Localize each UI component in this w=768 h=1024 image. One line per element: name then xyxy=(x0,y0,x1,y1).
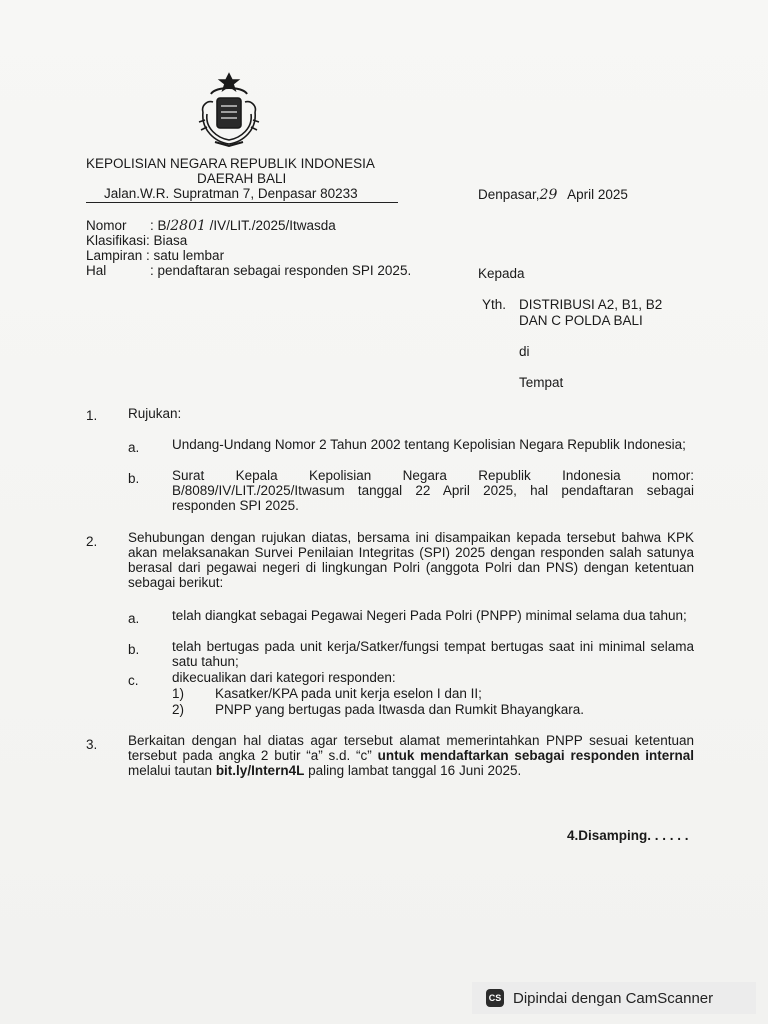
continuation-note: 4.Disamping. . . . . . xyxy=(567,828,689,843)
section1-item-b-letter: b. xyxy=(128,471,140,486)
signup-link-text: bit.ly/Intern4L xyxy=(215,763,305,778)
region-name: DAERAH BALI xyxy=(197,171,287,186)
subitem-2-text: PNPP yang bertugas pada Itwasda dan Rumkit Bhayangkara. xyxy=(215,702,584,717)
section1-item-b: Surat Kepala Kepolisian Negara Republik Indonesia nomor: B/8089/IV/LIT./2025/Itwasum tanggal 22 April 2025, hal pendaftaran sebagai responden SPI 2025. xyxy=(172,468,694,513)
section2-body: Sehubungan dengan rujukan diatas, bersama ini disampaikan kepada tersebut bahwa KPK akan melaksanakan Survei Penilaian Integritas (SPI) 2025 dengan responden salah satunya berasal dari pegawai negeri di lingkungan Polri (anggota Polri dan PNS) dengan ketentuan sebagai berikut: xyxy=(128,530,694,590)
di-label: di xyxy=(519,344,530,359)
section2-item-b-letter: b. xyxy=(128,642,140,657)
handwritten-day: 29 xyxy=(539,187,558,203)
letterhead xyxy=(86,156,398,203)
section1-item-a: Undang-Undang Nomor 2 Tahun 2002 tentang Kepolisian Negara Republik Indonesia; xyxy=(172,437,686,452)
section2-item-a: telah diangkat sebagai Pegawai Negeri Pada Polri (PNPP) minimal selama dua tahun; xyxy=(172,608,687,623)
recipient-line2: DAN C POLDA BALI xyxy=(519,313,643,328)
section3-number: 3. xyxy=(86,737,98,752)
section3-body: Berkaitan dengan hal diatas agar tersebut alamat memerintahkan PNPP sesuai ketentuan tersebut pada angka 2 butir “a” s.d. “c” untuk mendaftarkan sebagai responden internal melalui tautan bit.ly/Intern4L paling lambat tanggal 16 Juni 2025. xyxy=(128,733,694,778)
tempat-label: Tempat xyxy=(519,375,564,390)
section2-item-a-letter: a. xyxy=(128,611,140,626)
subitem-1-number: 1) xyxy=(172,686,185,701)
yth-label: Yth. xyxy=(482,297,507,312)
section2-number: 2. xyxy=(86,534,98,549)
letter-date: Denpasar,29 April 2025 xyxy=(478,187,628,203)
recipient-line1: DISTRIBUSI A2, B1, B2 xyxy=(519,297,663,312)
police-crest-logo xyxy=(193,72,265,148)
section1-number: 1. xyxy=(86,408,98,423)
address: Jalan.W.R. Supratman 7, Denpasar 80233 xyxy=(86,186,398,203)
handwritten-number: 2801 xyxy=(170,218,206,234)
camscanner-text: Dipindai dengan CamScanner xyxy=(513,989,714,1007)
camscanner-logo-icon: CS xyxy=(486,989,504,1007)
section2-item-c: dikecualikan dari kategori responden: xyxy=(172,670,396,685)
subitem-2-number: 2) xyxy=(172,702,185,717)
section1-title: Rujukan: xyxy=(128,406,182,421)
subitem-1-text: Kasatker/KPA pada unit kerja eselon I dan II; xyxy=(215,686,482,701)
kepada-label: Kepada xyxy=(478,266,525,281)
section1-item-a-letter: a. xyxy=(128,440,140,455)
section2-item-c-letter: c. xyxy=(128,673,139,688)
institution-name: KEPOLISIAN NEGARA REPUBLIK INDONESIA xyxy=(86,156,375,171)
camscanner-watermark xyxy=(472,982,756,1014)
section2-item-b: telah bertugas pada unit kerja/Satker/fungsi tempat bertugas saat ini minimal selama satu tahun; xyxy=(172,639,694,669)
document-page: KEPOLISIAN NEGARA REPUBLIK INDONESIA DAERAH BALI Jalan.W.R. Supratman 7, Denpasar 80233 Denpasar,29 April 2025 Nomor : B/2801 /IV/LIT./2025/Itwasda Klasifikasi: Biasa Lampiran : satu lembar Hal : pendaftaran sebagai responden SPI 2025. Kepada Yth. DISTRIBUSI A2, B1, B2 DAN C POLDA BALI di Tempat 1. Rujukan: a. Undang-Undang Nomor 2 Tahun 2002 tentang Kepolisian Negara Republik Indonesia; b. Surat Kepala Kepolisian Negara Republik Indonesia nomor: B/8089/IV/LIT./2025/Itwasum tanggal 22 April 2025, hal pendaftaran sebagai responden SPI 2025. 2. Sehubungan dengan rujukan diatas, bersama ini disampaikan kepada tersebut bahwa KPK akan melaksanakan Survei Penilaian Integritas (SPI) 2025 dengan responden salah satunya berasal dari pegawai negeri di lingkungan Polri (anggota Polri dan PNS) dengan ketentuan sebagai berikut: a. telah diangkat sebagai Pegawai Negeri Pada Polri (PNPP) minimal selama dua tahun; b. telah bertugas pada unit kerja/Satker/fungsi tempat bertugas saat ini minimal selama satu tahun; c. dikecualikan dari kategori responden: 1) Kasatker/KPA pada unit kerja eselon I dan II; 2) PNPP yang bertugas pada Itwasda dan Rumkit Bhayangkara. 3. Berkaitan dengan hal diatas agar tersebut alamat memerintahkan PNPP sesuai ketentuan tersebut pada angka 2 butir “a” s.d. “c” untuk mendaftarkan sebagai responden internal melalui tautan bit.ly/Intern4L paling lambat tanggal 16 Juni 2025. 4.Disamping. . . . . . CS Dipindai dengan CamScanner xyxy=(0,0,768,1024)
